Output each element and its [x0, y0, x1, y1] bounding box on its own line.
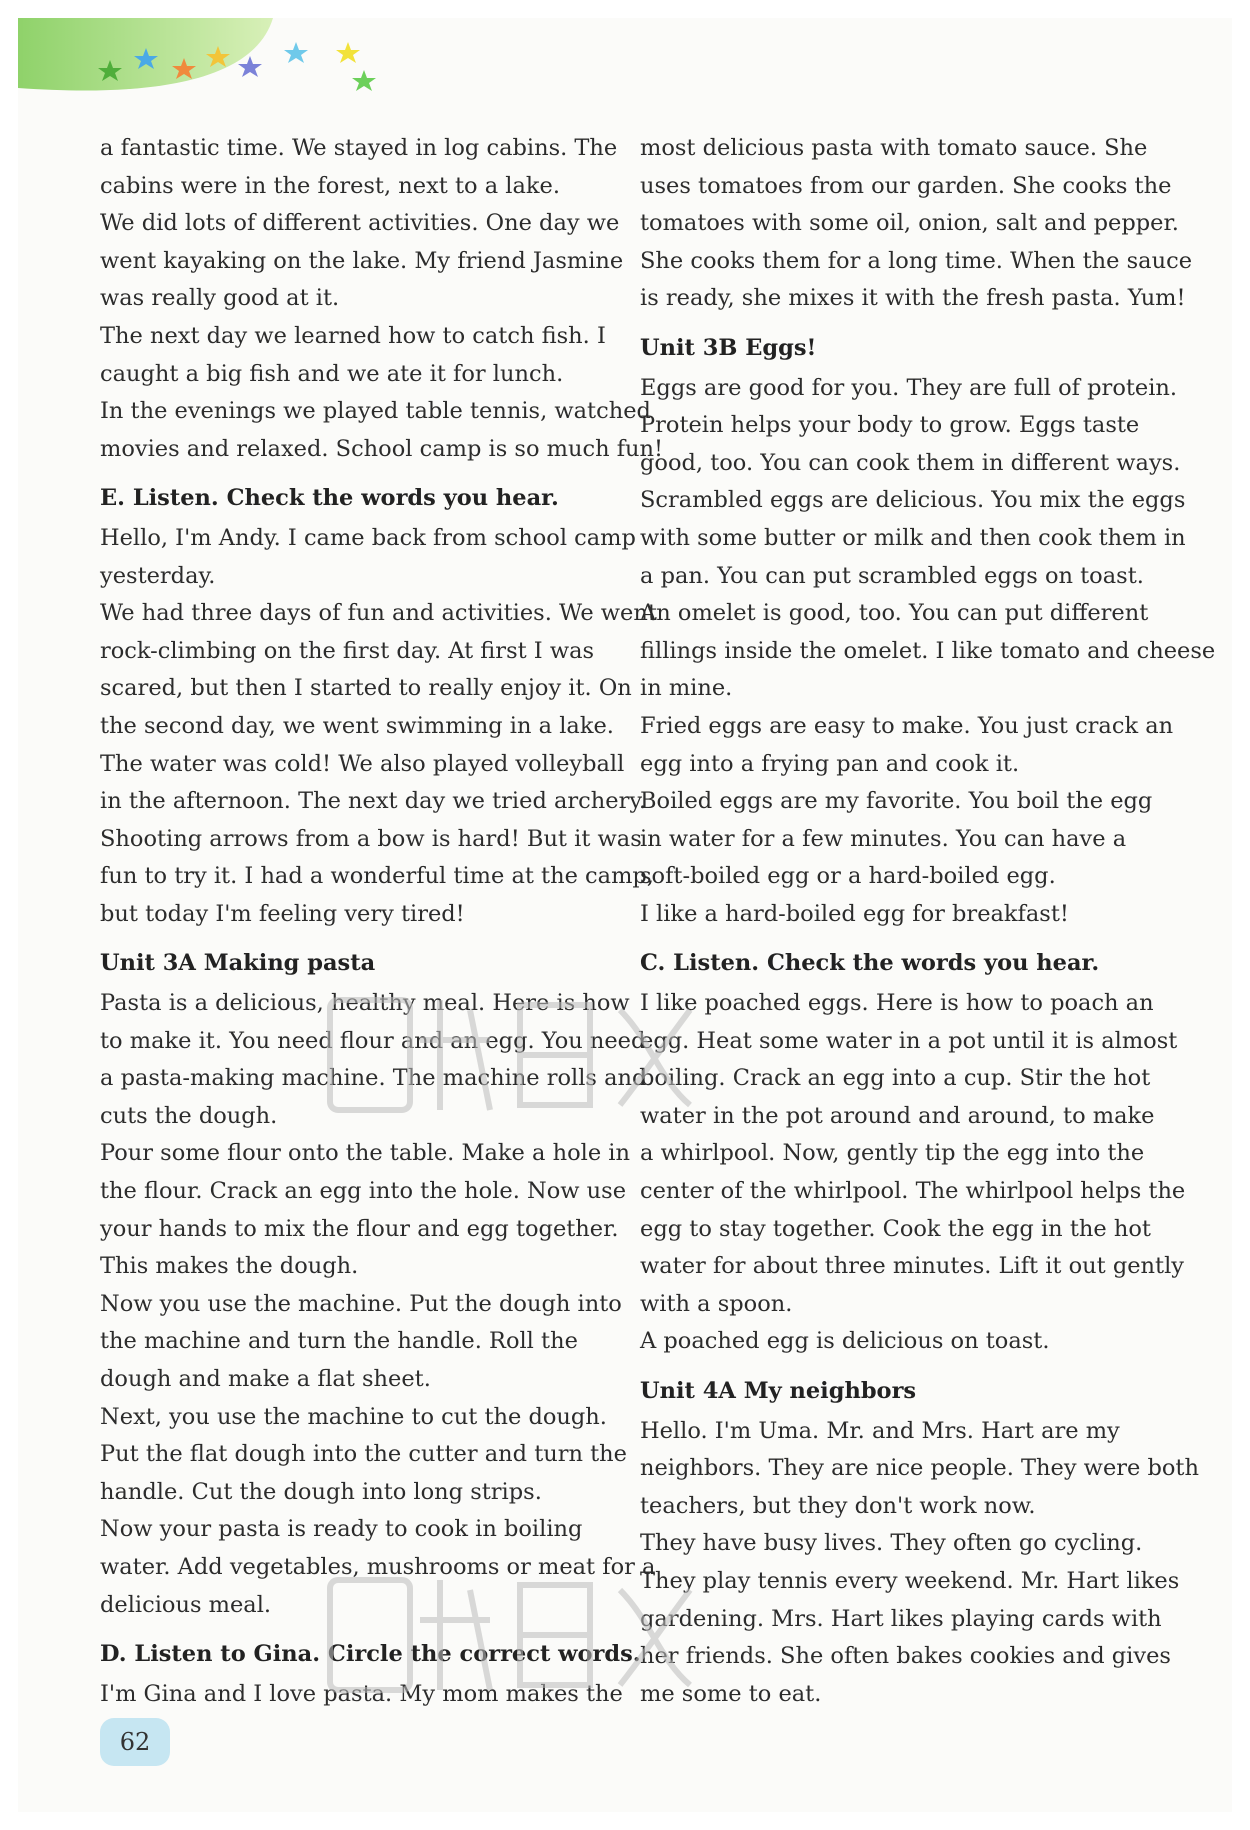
paragraph [640, 985, 1186, 1323]
page-number-badge [100, 1718, 170, 1766]
text-line: egg. Heat some water in a pot until it is almost [640, 1027, 1178, 1054]
text-line: In the evenings we played table tennis, watched [100, 398, 651, 425]
text-line: I'm Gina and I love pasta. My mom makes the [100, 1680, 623, 1707]
text-line: a fantastic time. We stayed in log cabins. The [100, 135, 618, 161]
text-line: most delicious pasta with tomato sauce. She [640, 135, 1148, 161]
page-number: 62 [119, 1728, 151, 1756]
text-line: water. Add vegetables, mushrooms or meat for a [100, 1553, 656, 1580]
text-line: the machine and turn the handle. Roll the [100, 1328, 578, 1355]
paragraph [100, 1135, 630, 1285]
text-line: I like poached eggs. Here is how to poach an [640, 990, 1154, 1017]
text-line: a pan. You can put scrambled eggs on toast. [640, 562, 1144, 589]
text-line: to make it. You need flour and an egg. You need [100, 1027, 646, 1054]
text-line: her friends. She often bakes cookies and gives [640, 1643, 1171, 1670]
section-heading: Unit 3A Making pasta [100, 950, 376, 977]
text-line: The next day we learned how to catch fish. I [100, 322, 606, 349]
text-line: fun to try it. I had a wonderful time at the camp, [100, 863, 654, 890]
text-line: handle. Cut the dough into long strips. [100, 1478, 542, 1505]
text-line: She cooks them for a long time. When the sauce [640, 247, 1193, 274]
text-line: tomatoes with some oil, onion, salt and pepper. [640, 210, 1179, 237]
text-line: Hello. I'm Uma. Mr. and Mrs. Hart are my [640, 1417, 1120, 1444]
paragraph [640, 1525, 1180, 1713]
text-line: The water was cold! We also played volleyball [100, 750, 625, 777]
text-line: egg into a frying pan and cook it. [640, 750, 1020, 777]
paragraph [100, 318, 615, 393]
text-line: yesterday. [100, 562, 216, 589]
paragraph [640, 1323, 1160, 1361]
paragraph [100, 393, 664, 468]
text-line: soft-boiled egg or a hard-boiled egg. [640, 863, 1056, 890]
text-line: Now you use the machine. Put the dough into [100, 1290, 622, 1317]
text-line: Pour some flour onto the table. Make a hole in [100, 1140, 630, 1167]
section-heading: D. Listen to Gina. Circle the correct words. [100, 1641, 641, 1668]
text-line: Scrambled eggs are delicious. You mix the eggs [640, 487, 1186, 514]
paragraph [100, 1286, 622, 1399]
text-line: in water for a few minutes. You can have a [640, 825, 1127, 852]
paragraph [640, 1413, 1199, 1526]
paragraph [100, 130, 618, 205]
text-line: Shooting arrows from a bow is hard! But it was [100, 825, 642, 852]
text-line: cuts the dough. [100, 1102, 278, 1129]
text-line: rock-climbing on the first day. At first I was [100, 637, 595, 664]
paragraph [640, 783, 1160, 933]
text-line: but today I'm feeling very tired! [100, 900, 465, 927]
text-line: center of the whirlpool. The whirlpool helps the [640, 1178, 1186, 1205]
section-heading: C. Listen. Check the words you hear. [640, 950, 1100, 977]
paragraph [100, 205, 624, 318]
text-line: Hello, I'm Andy. I came back from school camp [100, 524, 636, 551]
text-line: Next, you use the machine to cut the dough. [100, 1403, 607, 1430]
section-heading: Unit 4A My neighbors [640, 1378, 917, 1404]
text-line: the flour. Crack an egg into the hole. Now use [100, 1178, 627, 1205]
text-line: We had three days of fun and activities. We went [100, 600, 657, 627]
paragraph [640, 595, 1216, 708]
text-line: neighbors. They are nice people. They were both [640, 1455, 1199, 1482]
text-line: Now your pasta is ready to cook in boiling [100, 1516, 583, 1543]
text-line: in mine. [640, 675, 733, 702]
right-column [640, 130, 1216, 1713]
text-line: cabins were in the forest, next to a lake. [100, 172, 560, 199]
paragraph [100, 1676, 623, 1714]
paragraph [640, 370, 1186, 596]
text-line: They play tennis every weekend. Mr. Hart likes [640, 1567, 1180, 1594]
text-line: Fried eggs are easy to make. You just crack an [640, 712, 1174, 739]
text-line: went kayaking on the lake. My friend Jasmine [100, 247, 624, 274]
paragraph [640, 708, 1174, 783]
text-line: gardening. Mrs. Hart likes playing cards with [640, 1605, 1162, 1632]
text-line: An omelet is good, too. You can put different [640, 600, 1149, 627]
text-line: delicious meal. [100, 1591, 272, 1618]
text-line: Pasta is a delicious, healthy meal. Here is how [100, 990, 630, 1017]
text-line: dough and make a flat sheet. [100, 1366, 431, 1392]
text-line: a pasta-making machine. The machine rolls and [100, 1065, 647, 1092]
text-line: fillings inside the omelet. I like tomato and cheese [640, 637, 1216, 664]
text-line: uses tomatoes from our garden. She cooks the [640, 172, 1172, 199]
text-line: boiling. Crack an egg into a cup. Stir the hot [640, 1065, 1151, 1092]
text-line: water for about three minutes. Lift it out gently [640, 1253, 1184, 1280]
text-line: the second day, we went swimming in a lake. [100, 712, 614, 739]
text-line: They have busy lives. They often go cycling. [640, 1530, 1143, 1557]
paragraph [100, 520, 636, 595]
text-line: egg to stay together. Cook the egg in the hot [640, 1215, 1151, 1242]
text-line: Put the flat dough into the cutter and turn the [100, 1441, 627, 1468]
text-line: teachers, but they don't work now. [640, 1492, 1036, 1519]
text-line: We did lots of different activities. One day we [100, 210, 620, 237]
section-heading: E. Listen. Check the words you hear. [100, 485, 559, 512]
text-line: good, too. You can cook them in different ways. [640, 449, 1181, 476]
text-line: with a spoon. [640, 1290, 793, 1317]
text-line: in the afternoon. The next day we tried archery. [100, 788, 647, 815]
left-column [100, 130, 664, 1713]
text-line: A poached egg is delicious on toast. [640, 1328, 1050, 1355]
text-line: your hands to mix the flour and egg together. [100, 1215, 619, 1242]
text-line: caught a big fish and we ate it for lunch. [100, 360, 564, 387]
text-line: This makes the dough. [100, 1253, 359, 1280]
text-line: water in the pot around and around, to make [640, 1102, 1155, 1129]
text-line: Boiled eggs are my favorite. You boil the egg [640, 788, 1153, 815]
paragraph [100, 595, 657, 933]
text-line: with some butter or milk and then cook them in [640, 524, 1186, 551]
text-line: was really good at it. [100, 285, 340, 312]
paragraph [100, 1399, 627, 1512]
text-line: Eggs are good for you. They are full of protein. [640, 374, 1178, 401]
paragraph [100, 985, 647, 1135]
paragraph [100, 1511, 656, 1624]
paragraph [640, 130, 1193, 318]
corner-stars-decoration [18, 18, 378, 108]
section-heading: Unit 3B Eggs! [640, 334, 817, 361]
text-line: me some to eat. [640, 1680, 822, 1707]
text-line: scared, but then I started to really enjoy it. On [100, 675, 632, 702]
text-line: a whirlpool. Now, gently tip the egg into the [640, 1140, 1145, 1167]
text-line: movies and relaxed. School camp is so much fun! [100, 435, 664, 462]
text-line: is ready, she mixes it with the fresh pasta. Yum! [640, 285, 1186, 312]
text-line: Protein helps your body to grow. Eggs taste [640, 412, 1140, 439]
text-line: I like a hard-boiled egg for breakfast! [640, 900, 1069, 927]
